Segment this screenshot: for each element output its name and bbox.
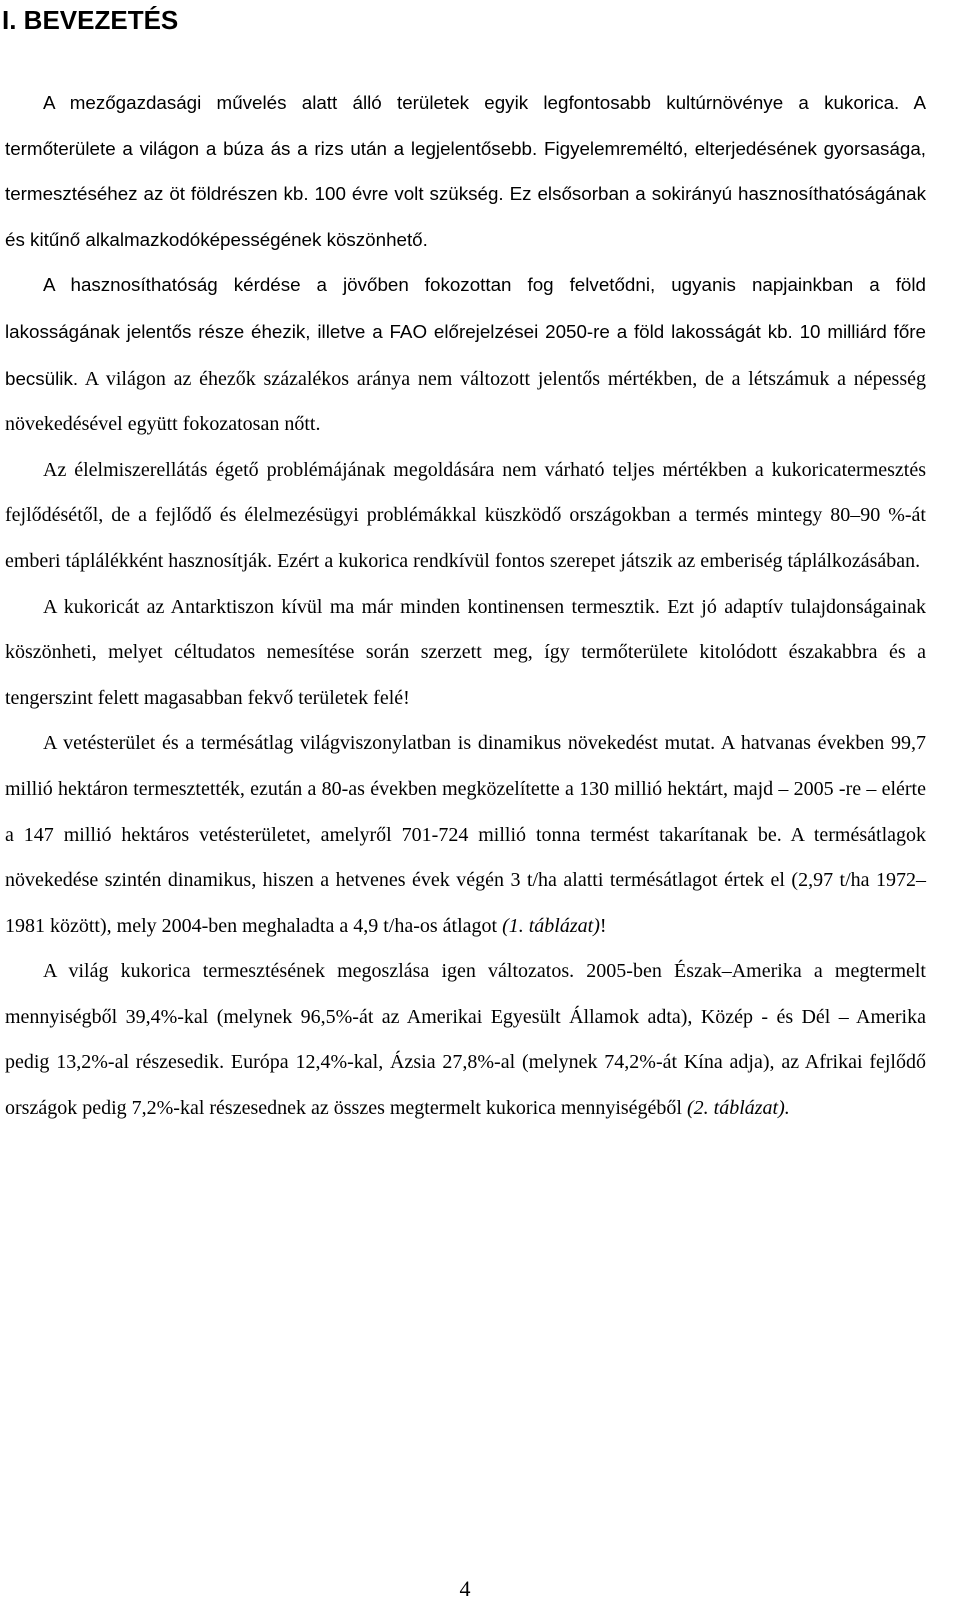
page-number: 4 [459,1576,471,1601]
table-reference-2: (2. táblázat). [686,1097,790,1120]
body-text [5,80,926,1132]
paragraph-intro: A mezőgazdasági művelés alatt álló területek egyik legfontosabb kultúrnövénye a kukorica. A termőterülete a világon a búza ás a rizs után a legjelentősebb. Figyelemreméltó, elterjedésének gyorsasága, termesztéséhez az öt földrészen kb. 100 évre volt szükség. Ez elsősorban a sokirányú hasznosíthatóságának és kitűnő alkalmazkodóképességének köszönhető. [5,92,926,250]
paragraph-food-supply: Az élelmiszerellátás égető problémájának megoldására nem várható teljes mértékben a kukoricatermesztés fejlődésétől, de a fejlődő és élelmezésügyi problémákkal küszködő országokban a termés mintegy 80–90 %-át emberi táplálékként hasznosítják. Ezért a kukorica rendkívül fontos szerepet játszik az emberiség táplálkozásában. [5,458,926,572]
paragraph-area-yield [5,721,926,949]
paragraph-food-security-sans: A hasznosíthatóság kérdése a jövőben fokozottan fog felvetődni, ugyanis napjainkban a föld lakosságának jelentős része éhezik, illetve a FAO előrejelzései 2050-re a föld lakosságát kb. 10 milliárd főre becsülik. [5,274,926,389]
paragraph-food-security-serif: A világon az éhezők százalékos aránya nem változott jelentős mértékben, de a létszámuk a népesség növekedésével együtt fokozatosan nőtt. [5,367,926,436]
section-heading: I. BEVEZETÉS [2,5,179,35]
paragraph-food-security [5,262,926,447]
paragraph-distribution [5,949,926,1131]
paragraph-area-yield-end: ! [599,914,607,937]
paragraph-distribution-text: A világ kukorica termesztésének megoszlása igen változatos. 2005-ben Észak–Amerika a megtermelt mennyiségből 39,4%-kal (melynek 96,5%-át az Amerikai Egyesült Államok adta), Közép - és Dél – Amerika pedig 13,2%-al részesedik. Európa 12,4%-kal, Ázsia 27,8%-al (melynek 74,2%-át Kína adja), az Afrikai fejlődő országok pedig 7,2%-kal részesednek az összes megtermelt kukorica mennyiségéből [5,960,926,1120]
paragraph-adaptation: A kukoricát az Antarktiszon kívül ma már minden kontinensen termesztik. Ezt jó adaptív tulajdonságainak köszönheti, melyet céltudatos nemesítése során szerzett meg, így termőterülete kitolódott északabbra és a tengerszint felett magasabban fekvő területek felé! [5,595,926,709]
table-reference-1: (1. táblázat) [502,914,600,937]
paragraph-area-yield-text: A vetésterület és a termésátlag világviszonylatban is dinamikus növekedést mutat. A hatvanas években 99,7 millió hektáron termesztették, ezután a 80-as években megközelítette a 130 millió hektárt, majd – 2005 -re – elérte a 147 millió hektáros vetésterületet, amelyről 701-724 millió tonna termést takarítanak be. A termésátlagok növekedése szintén dinamikus, hiszen a hetvenes évek végén 3 t/ha alatti termésátlagot értek el (2,97 t/ha 1972–1981 között), mely 2004-ben meghaladta a 4,9 t/ha-os átlagot [5,732,926,937]
